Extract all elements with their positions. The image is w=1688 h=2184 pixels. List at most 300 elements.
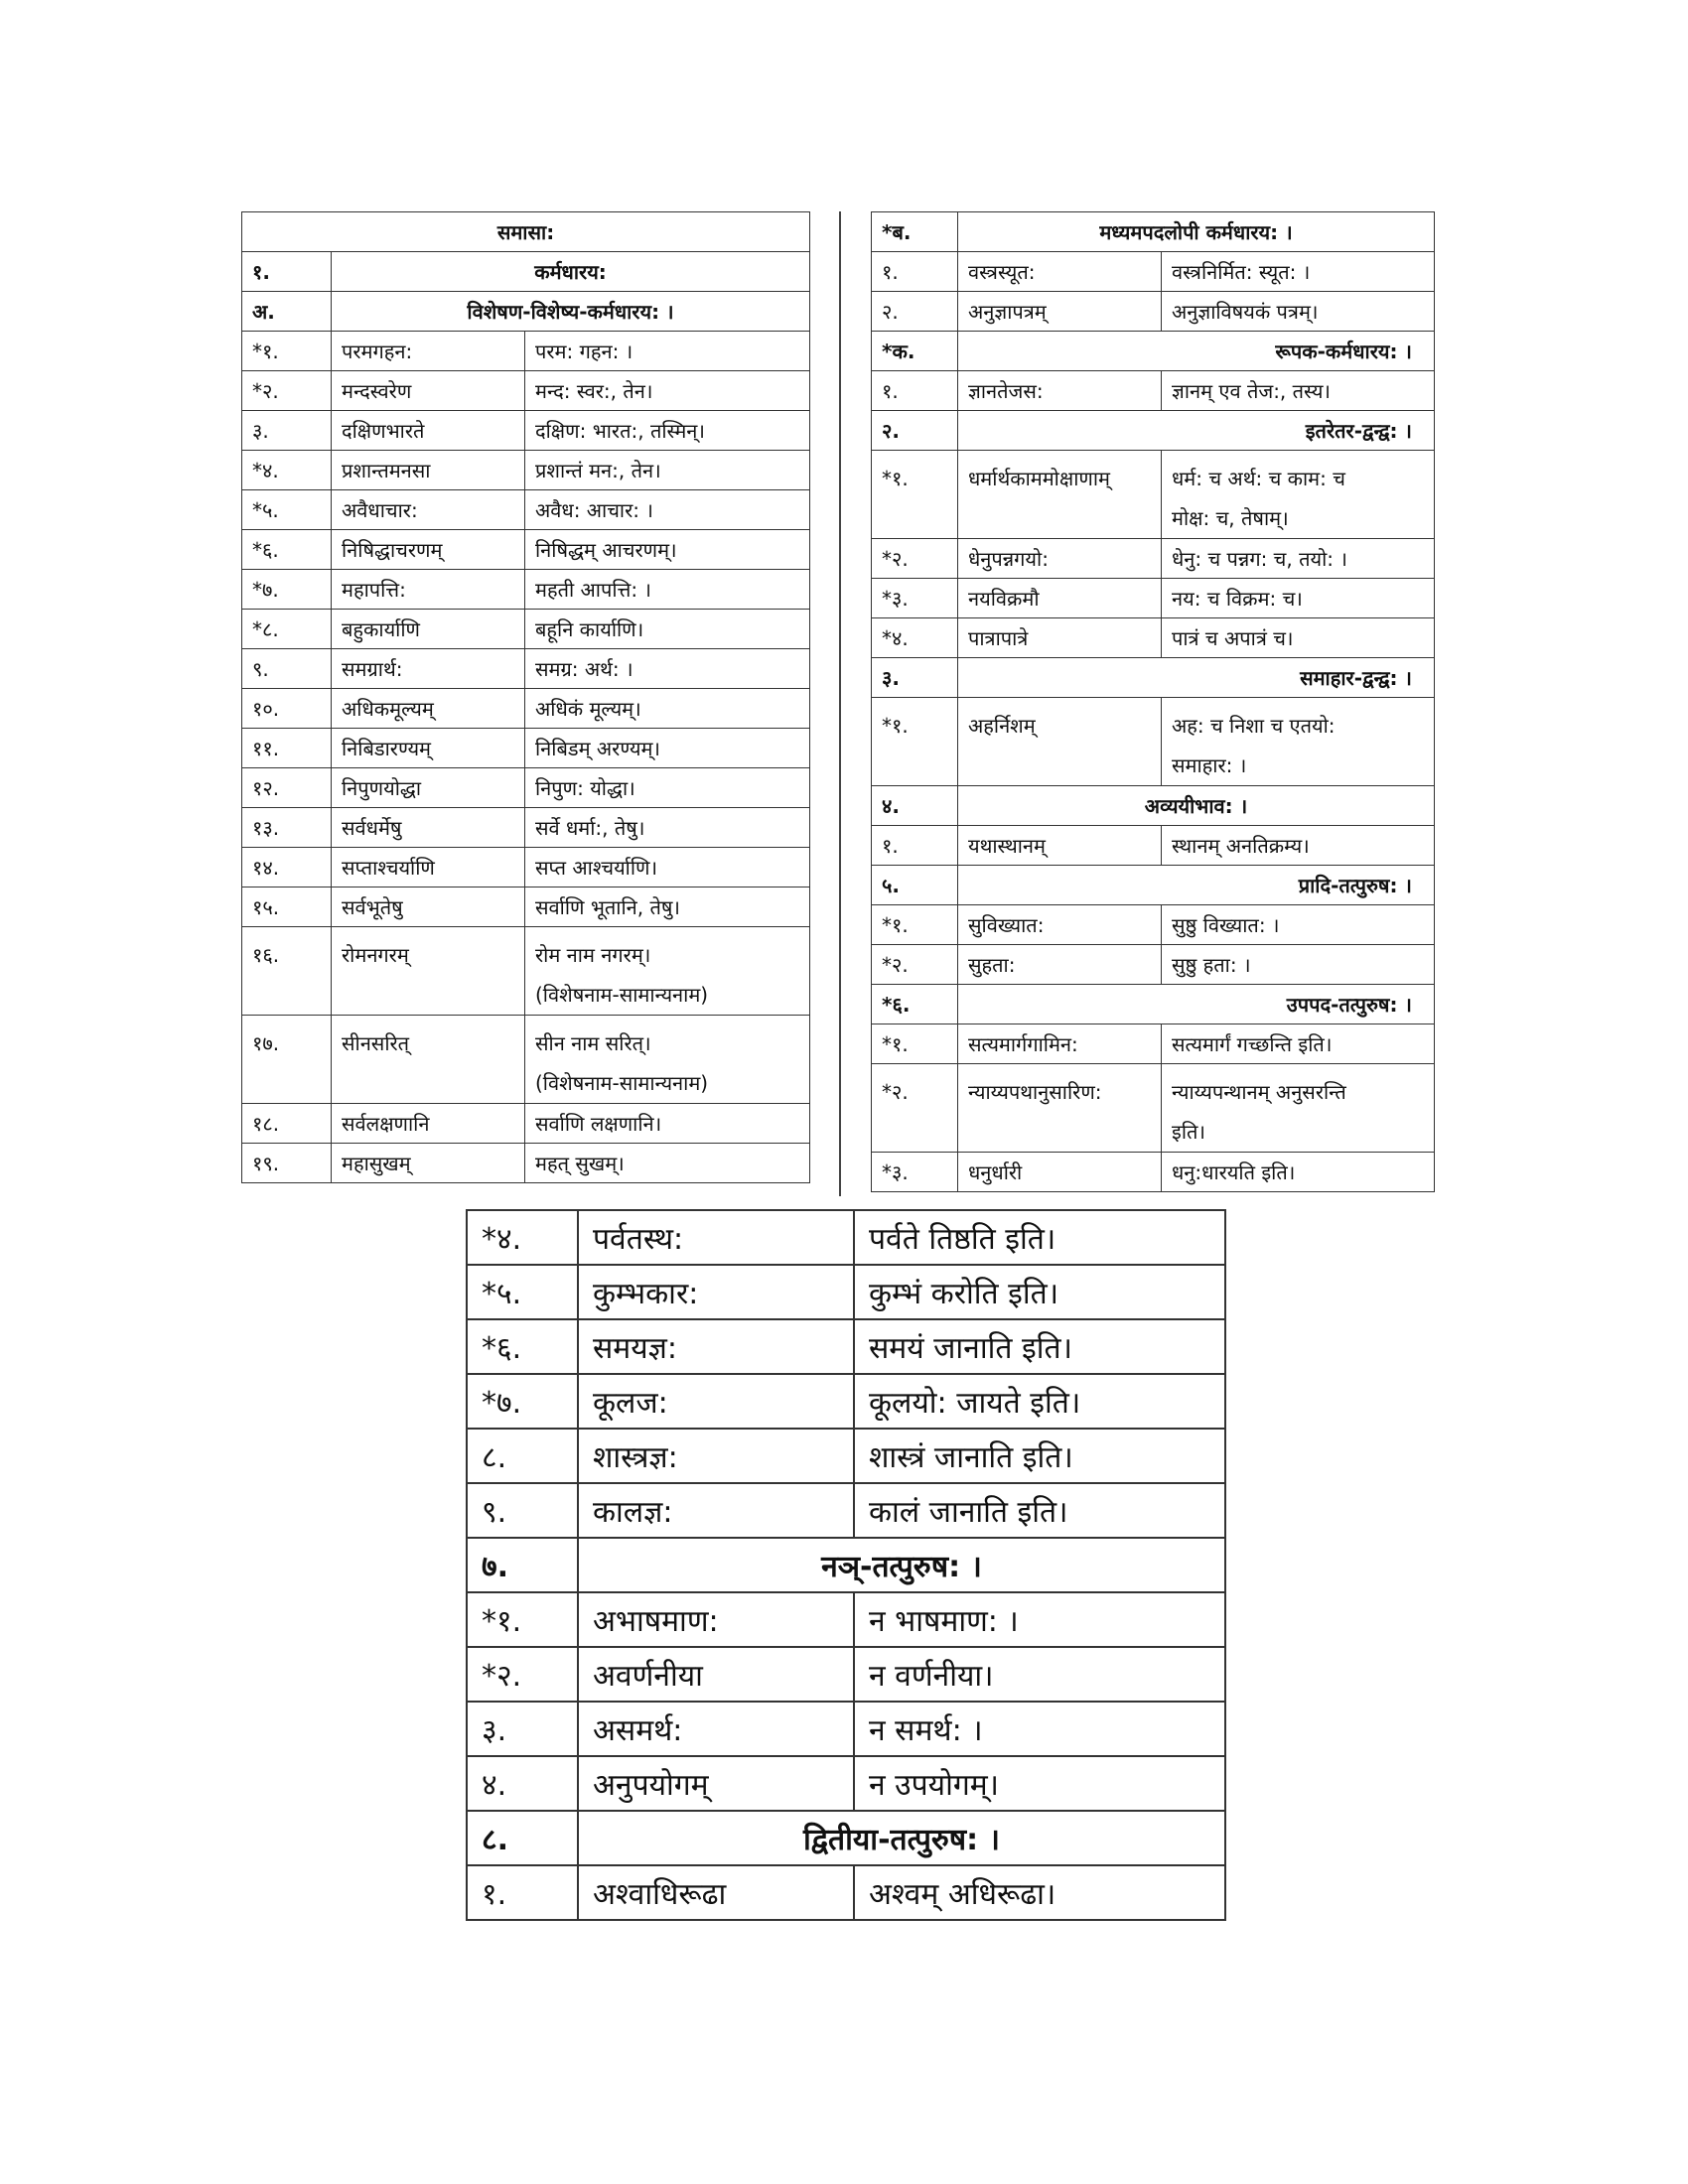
vigraha-text: सर्वाणि लक्षणानि। [535,1112,662,1136]
row-num-text: ११. [252,737,280,760]
vigraha [525,927,810,1016]
row-num-text: १८. [252,1112,280,1136]
vigraha [854,1374,1225,1429]
row-num-text: *१. [882,913,909,937]
row-num [467,1265,578,1319]
row-num [872,371,958,411]
samasa-word-text: समयज्ञ: [593,1331,677,1366]
row-num-text: *१. [882,467,909,490]
table-row [872,1153,1435,1192]
vigraha-text: पर्वते तिष्ठति इति। [869,1222,1056,1257]
samasa-word-text: सीनसरित् [342,1031,410,1055]
row-num [872,945,958,985]
vigraha [525,610,810,649]
samasa-word-text: अनुज्ञापत्रम् [968,300,1047,324]
samasa-word [578,1319,854,1374]
vigraha-text: कालं जानाति इति। [869,1495,1068,1530]
row-num-text: ३. [482,1713,507,1748]
row-num-text: ८. [482,1440,507,1475]
row-num-text: *४. [252,459,279,482]
section-label: समाहार-द्वन्द्व: । [958,658,1435,698]
vigraha [1162,539,1435,579]
samasa-word [958,1153,1162,1192]
samasa-word [332,530,525,570]
vigraha [1162,905,1435,945]
vigraha [1162,1024,1435,1064]
table-row [872,252,1435,292]
row-num-text: *२. [882,547,909,571]
karmadharaya-table [241,211,810,1183]
section-row-b [872,212,1435,252]
samasa-word-text: निबिडारण्यम् [342,737,431,760]
table-row [872,292,1435,332]
vigraha [854,1702,1225,1756]
samasa-word-text: बहुकार्याणि [342,617,420,641]
row-num [242,610,332,649]
vigraha-text: धनु:धारयति इति। [1172,1160,1296,1184]
table-row [872,698,1435,786]
vigraha [525,808,810,848]
section-row [242,252,810,292]
row-num-text: *२. [882,953,909,977]
vigraha [854,1210,1225,1265]
samasa-word [578,1429,854,1483]
row-num-text: *१. [882,1032,909,1056]
row-num-text: १५. [252,895,280,919]
vigraha [525,689,810,729]
vigraha-text: न भाषमाण: । [869,1604,1019,1639]
table-row [467,1592,1225,1647]
vigraha-note: (विशेषनाम-सामान्यनाम) [535,1071,709,1095]
samasa-word-text: समग्रार्थ: [342,657,403,681]
vigraha-text: अनुज्ञाविषयकं पत्रम्। [1172,300,1319,324]
samasa-word [578,1374,854,1429]
section-label: अव्ययीभाव: । [958,786,1435,826]
vigraha [525,1104,810,1144]
row-num-text: १३. [252,816,280,840]
vigraha-text: सर्वे धर्मा:, तेषु। [535,816,645,840]
table-row [242,887,810,927]
row-num-text: *६. [482,1331,522,1366]
table-row [242,332,810,371]
vigraha [854,1429,1225,1483]
vigraha [1162,292,1435,332]
vigraha-text: समयं जानाति इति। [869,1331,1072,1366]
tatpurusha-table [466,1209,1226,1921]
vigraha [1162,371,1435,411]
row-num-text: ९. [482,1495,507,1530]
samasa-word [958,539,1162,579]
samasa-word-text: सुविख्यात: [968,913,1045,937]
vigraha [1162,826,1435,866]
vigraha-text: शास्त्रं जानाति इति। [869,1440,1073,1475]
section-num: *क. [872,332,958,371]
samasa-word [332,1144,525,1183]
section-num: *ब. [872,212,958,252]
vigraha-note: इति। [1172,1120,1205,1144]
row-num-text: *३. [882,1160,909,1184]
samasa-word [958,292,1162,332]
samasa-word-text: न्याय्यपथानुसारिण: [968,1080,1102,1104]
table-row [242,570,810,610]
samasa-word [958,252,1162,292]
samasa-word-text: अभाषमाण: [593,1604,719,1639]
samasa-word [332,808,525,848]
samasa-word [332,689,525,729]
samasa-word-text: सत्यमार्गगामिन: [968,1032,1078,1056]
table-row [872,1024,1435,1064]
section-label: द्वितीया-तत्पुरुष: । [578,1811,1225,1865]
section-label: कर्मधारय: [332,252,810,292]
samasa-word [332,610,525,649]
vigraha-text: सुष्ठु हता: । [1172,953,1251,977]
row-num [872,292,958,332]
subsection-row [242,292,810,332]
row-num-text: *४. [482,1222,522,1257]
table-row [242,848,810,887]
table-row [872,451,1435,539]
table-row [872,371,1435,411]
vigraha-note: समाहार: । [1172,753,1247,777]
vigraha [525,332,810,371]
row-num [242,1144,332,1183]
samasa-word [578,1483,854,1538]
vigraha [854,1319,1225,1374]
vigraha-text: निबिडम् अरण्यम्। [535,737,660,760]
samasa-word-text: सर्वधर्मेषु [342,816,402,840]
vigraha [854,1756,1225,1811]
row-num-text: १२. [252,776,280,800]
samasa-word-text: सर्वलक्षणानि [342,1112,430,1136]
samasa-word [332,451,525,490]
row-num [467,1592,578,1647]
vigraha [1162,698,1435,786]
samasa-word [578,1265,854,1319]
vigraha-text: दक्षिण: भारत:, तस्मिन्। [535,419,705,443]
vigraha [525,1016,810,1104]
subsection-label: विशेषण-विशेष्य-कर्मधारय: । [332,292,810,332]
vigraha [854,1592,1225,1647]
row-num-text: ९. [252,657,269,681]
vigraha-text: निपुण: योद्धा। [535,776,635,800]
section-row-k [872,332,1435,371]
vigraha [1162,579,1435,618]
samasa-word [578,1647,854,1702]
row-num-text: ४. [482,1768,507,1803]
section-label: उपपद-तत्पुरुष: । [958,985,1435,1024]
vigraha-text: न उपयोगम्। [869,1768,1000,1803]
row-num-text: १. [482,1877,507,1912]
section-label: रूपक-कर्मधारय: । [958,332,1435,371]
samasa-word [332,490,525,530]
row-num [872,905,958,945]
vigraha [1162,1064,1435,1153]
row-num-text: १९. [252,1152,280,1175]
vigraha-text: पात्रं च अपात्रं च। [1172,626,1294,650]
row-num [467,1429,578,1483]
row-num-text: *१. [882,714,909,738]
vigraha-text: महती आपत्ति: । [535,578,651,602]
row-num [872,1153,958,1192]
samasa-word-text: अधिकमूल्यम् [342,697,434,721]
samasa-word [332,887,525,927]
table-title: समासा: [242,212,810,252]
row-num [872,451,958,539]
section-label: इतरेतर-द्वन्द्व: । [958,411,1435,451]
table-row [872,579,1435,618]
samasa-word [332,649,525,689]
table-row [467,1319,1225,1374]
row-num [872,618,958,658]
row-num-text: *५. [252,498,279,522]
vigraha [525,768,810,808]
vigraha-text: ज्ञानम् एव तेज:, तस्य। [1172,379,1332,403]
samasa-word-text: नयविक्रमौ [968,587,1040,611]
samasa-word-text: कालज्ञ: [593,1495,673,1530]
row-num-text: *१. [482,1604,522,1639]
row-num [242,729,332,768]
vigraha [854,1647,1225,1702]
row-num-text: १. [882,260,899,284]
section-row-nan [467,1538,1225,1592]
vigraha-text: कुम्भं करोति इति। [869,1277,1059,1311]
row-num [872,1064,958,1153]
section-row-dvitiya [467,1811,1225,1865]
vigraha-text: सप्त आश्चर्याणि। [535,856,658,880]
table-row [242,371,810,411]
row-num [467,1865,578,1920]
vigraha [525,649,810,689]
section-num: ७. [467,1538,578,1592]
samasa-word-text: रोमनगरम् [342,943,409,967]
samasa-word-text: सप्ताश्चर्याणि [342,856,435,880]
samasa-word [332,411,525,451]
samasa-word [958,371,1162,411]
samasa-word [958,579,1162,618]
vigraha-text: स्थानम् अनतिक्रम्य। [1172,834,1310,858]
samasa-word [958,945,1162,985]
row-num [242,927,332,1016]
samasa-word-text: सुहता: [968,953,1016,977]
samasa-word-text: अश्वाधिरूढा [593,1877,727,1912]
vigraha-text: अवैध: आचार: । [535,498,653,522]
samasa-word [332,768,525,808]
vigraha [854,1265,1225,1319]
vigraha [525,729,810,768]
table-row [242,451,810,490]
row-num [242,649,332,689]
samasa-word-text: अहर्निशम् [968,714,1036,738]
section-num: ५. [872,866,958,905]
section-num: *६. [872,985,958,1024]
row-num-text: *२. [252,379,279,403]
samasa-word-text: यथास्थानम् [968,834,1046,858]
subsection-num: अ. [242,292,332,332]
vigraha [525,1144,810,1183]
row-num-text: १०. [252,697,280,721]
vigraha [1162,1153,1435,1192]
table-title-row [242,212,810,252]
samasa-word [578,1592,854,1647]
samasa-word-text: मन्दस्वरेण [342,379,412,403]
row-num [467,1756,578,1811]
samasa-word-text: निपुणयोद्धा [342,776,422,800]
table-row [467,1865,1225,1920]
vigraha-text: बहूनि कार्याणि। [535,617,644,641]
table-row [242,490,810,530]
row-num [872,579,958,618]
table-row [242,927,810,1016]
row-num-text: १. [882,834,899,858]
samasa-word-text: निषिद्धाचरणम् [342,538,443,562]
vigraha-text: रोम नाम नगरम्। [535,943,651,967]
row-num [872,539,958,579]
vigraha-text: मन्द: स्वर:, तेन। [535,379,653,403]
samasa-word [332,371,525,411]
vigraha-text: धेनु: च पन्नग: च, तयो: । [1172,547,1347,571]
vigraha-text: न वर्णनीया। [869,1659,994,1694]
samasa-word-text: ज्ञानतेजस: [968,379,1044,403]
row-num [242,848,332,887]
vigraha-text: नय: च विक्रम: च। [1172,587,1303,611]
samasa-word [332,332,525,371]
vigraha-text: कूलयो: जायते इति। [869,1386,1081,1421]
samasa-word [958,618,1162,658]
samasa-word-text: अवैधाचार: [342,498,418,522]
samasa-word-text: दक्षिणभारते [342,419,425,443]
section-row-itaretara [872,411,1435,451]
section-num: २. [872,411,958,451]
table-row [242,808,810,848]
row-num [872,252,958,292]
row-num [872,698,958,786]
table-row [872,945,1435,985]
row-num [242,768,332,808]
samasa-word [958,698,1162,786]
samasa-word [332,729,525,768]
samasa-word-text: कूलज: [593,1386,668,1421]
samasa-word [332,848,525,887]
samasa-word-text: सर्वभूतेषु [342,895,403,919]
vigraha-text: अश्वम् अधिरूढा। [869,1877,1056,1912]
samasa-word-text: वस्त्रस्यूत: [968,260,1036,284]
table-row [242,768,810,808]
table-row [467,1483,1225,1538]
section-row-avyayi [872,786,1435,826]
table-row [467,1647,1225,1702]
samasa-word-text: कुम्भकार: [593,1277,699,1311]
vigraha-text: न समर्थ: । [869,1713,983,1748]
samasa-word-text: धर्मार्थकाममोक्षाणाम् [968,467,1110,490]
vigraha-note: (विशेषनाम-सामान्यनाम) [535,983,709,1007]
vigraha [525,570,810,610]
row-num [467,1374,578,1429]
vigraha [1162,618,1435,658]
row-num [872,826,958,866]
samasa-word [958,451,1162,539]
samasa-word [958,826,1162,866]
vigraha [854,1865,1225,1920]
vigraha-text: अधिकं मूल्यम्। [535,697,641,721]
table-row [242,610,810,649]
table-row [872,905,1435,945]
table-row [242,1016,810,1104]
table-row [467,1265,1225,1319]
section-row-upapada [872,985,1435,1024]
section-num: ३. [872,658,958,698]
row-num [467,1702,578,1756]
table-row [872,1064,1435,1153]
vigraha [525,411,810,451]
row-num-text: २. [882,300,899,324]
row-num [872,1024,958,1064]
table-row [467,1702,1225,1756]
table-row [872,826,1435,866]
samasa-word-text: प्रशान्तमनसा [342,459,431,482]
vigraha-text: सर्वाणि भूतानि, तेषु। [535,895,680,919]
row-num [242,332,332,371]
samasa-word [578,1210,854,1265]
section-label: प्रादि-तत्पुरुष: । [958,866,1435,905]
row-num-text: १. [882,379,899,403]
table-row [467,1429,1225,1483]
samasa-word-text: अनुपयोगम् [593,1768,709,1803]
vigraha-text: सत्यमार्गं गच्छन्ति इति। [1172,1032,1333,1056]
row-num-text: १६. [252,943,280,967]
table-row [872,539,1435,579]
samasa-word-text: परमगहन: [342,340,413,363]
table-row [872,618,1435,658]
row-num [242,1104,332,1144]
row-num [242,490,332,530]
row-num-text: १७. [252,1031,280,1055]
section-num: १. [242,252,332,292]
row-num-text: *१. [252,340,279,363]
samasa-word [332,927,525,1016]
row-num [242,451,332,490]
vigraha [1162,451,1435,539]
samasa-word-text: पात्रापात्रे [968,626,1029,650]
samasa-word [958,1064,1162,1153]
vigraha-text: अह: च निशा च एतयो: [1172,714,1336,738]
table-row [242,411,810,451]
section-row-pradi [872,866,1435,905]
row-num-text: *७. [252,578,279,602]
table-row [467,1374,1225,1429]
samasa-types-table [871,211,1435,1192]
table-row [242,530,810,570]
vigraha-text: सीन नाम सरित्। [535,1031,651,1055]
vigraha-text: वस्त्रनिर्मित: स्यूत: । [1172,260,1311,284]
section-num: ८. [467,1811,578,1865]
samasa-word-text: पर्वतस्थ: [593,1222,684,1257]
samasa-word-text: अवर्णनीया [593,1659,703,1694]
row-num [242,808,332,848]
row-num-text: *२. [482,1659,522,1694]
samasa-word [332,1104,525,1144]
vigraha-text: न्याय्यपन्थानम् अनुसरन्ति [1172,1080,1346,1104]
table-row [467,1756,1225,1811]
table-row [242,649,810,689]
samasa-word [958,905,1162,945]
row-num-text: १४. [252,856,280,880]
vigraha [1162,252,1435,292]
row-num-text: *५. [482,1277,522,1311]
row-num [242,689,332,729]
vigraha-text: महत् सुखम्। [535,1152,625,1175]
table-row [242,1144,810,1183]
table-row [467,1210,1225,1265]
